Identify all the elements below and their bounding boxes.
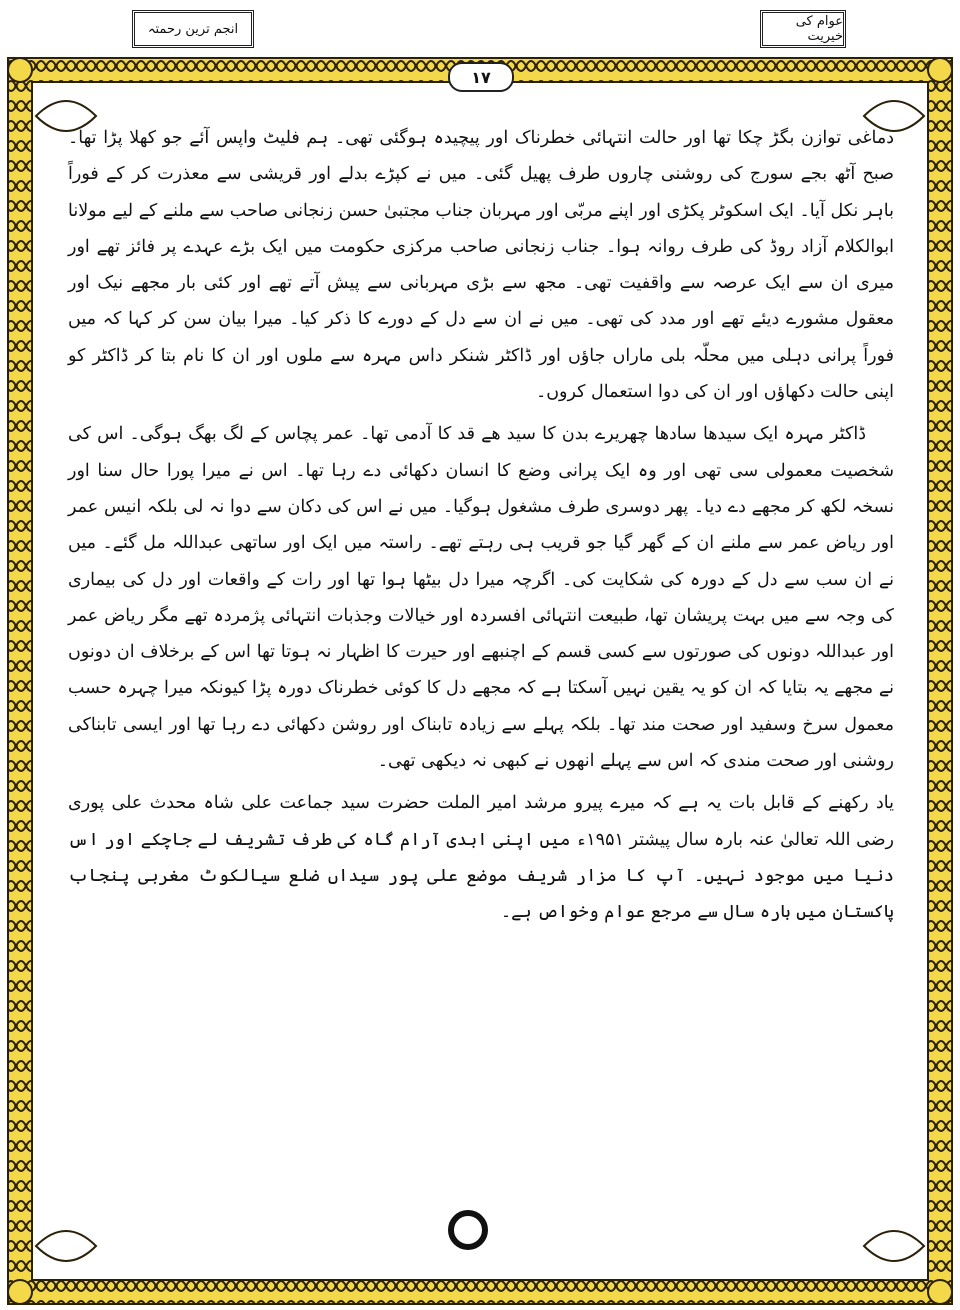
end-ring-mark xyxy=(442,1204,494,1256)
paragraph-2: ڈاکٹر مہرہ ایک سیدھا سادھا چھریرے بدن کا سید ھے قد کا آدمی تھا۔ عمر پچاس کے لگ بھگ ہوگی۔ اس کی شخصیت معمولی سی تھی اور وہ ایک پرانی وضع کا انسان دکھائی دے رہا تھا۔ اس نے میرا پورا حال سنا اور نسخہ لکھ کر مجھے دے دیا۔ پھر دوسری طرف مشغول ہوگیا۔ میں نے اس کی دکان سے دوا نہ لی بلکہ انیس عمر اور ریاض عمر سے ملنے ان کے گھر گیا جو قریب ہی رہتے تھے۔ راستہ میں ایک اور ساتھی عبداللہ مل گئے۔ میں نے ان سب سے دل کے دورہ کی شکایت کی۔ اگرچہ میرا دل بیٹھا ہوا تھا اور رات کے واقعات اور دل کی بیماری کی وجہ سے میں بہت پریشان تھا، طبیعت انتہائی افسردہ اور خیالات وجذبات انتہائی پژمردہ تھے مگر ریاض عمر اور عبداللہ دونوں کی صورتوں سے کسی قسم کے اچنبھے اور حیرت کا اظہار نہ ہوتا تھا اس کے برخلاف ان دونوں نے مجھے یہ بتایا کہ ان کو یہ یقین نہیں آسکتا ہے کہ مجھے دل کا کوئی خطرناک دورہ پڑا کیونکہ میرا چہرہ حسب معمول سرخ وسفید اور صحت مند تھا۔ بلکہ پہلے سے زیادہ تابناک اور روشن دکھائی دے رہا تھا اور ایسی تابناکی روشنی اور صحت مندی کہ اس سے پہلے انھوں نے کبھی نہ دیکھی تھی۔ xyxy=(68,424,894,772)
header-left-box xyxy=(132,10,254,48)
paragraph-1: دماغی توازن بگڑ چکا تھا اور حالت انتہائی خطرناک اور پیچیدہ ہوگئی تھی۔ ہم فلیٹ واپس آئے جو کھلا پڑا تھا۔ صبح آٹھ بجے سورج کی روشنی چاروں طرف پھیل گئی۔ میں نے کپڑے بدلے اور قریشی سے معذرت کر کے فوراً باہر نکل آیا۔ ایک اسکوٹر پکڑی اور اپنے مربّی اور مہربان جناب مجتبیٰ حسن زنجانی صاحب سے ملنے کے لیے مولانا ابوالکلام آزاد روڈ کی طرف روانہ ہوا۔ جناب زنجانی صاحب مرکزی حکومت میں ایک بڑے عہدے پر فائز تھے اور میری ان سے ایک عرصہ سے واقفیت تھی۔ مجھ سے بڑی مہربانی سے پیش آتے تھے اور کئی بار مجھے نیک اور معقول مشورے دیئے تھے اور مدد کی تھی۔ میں نے ان سے دل کے دورے کا ذکر کیا۔ میرا بیان سن کر کہا کہ میں فوراً پرانی دہلی میں محلّہ بلی ماراں جاؤں اور ڈاکٹر شنکر داس مہرہ سے ملوں اور ان کا نام بتا کر ڈاکٹر کو اپنی حالت دکھاؤں اور ان کی دوا استعمال کروں۔ xyxy=(68,128,894,403)
paragraph-3: یاد رکھنے کے قابل بات یہ ہے کہ میرے پیرو مرشد امیر الملت حضرت سید جماعت علی شاہ محدث علی پوری رضی اللہ تعالیٰ عنہ بارہ سال پیشتر ۱۹۵۱ء میں اپنی ابدی آرام گاہ کی طرف تشریف لے جاچکے اور اس دنیا میں موجود نہیں۔ آپ کا مزار شریف موضع علی پور سیداں ضلع سیالکوٹ مغربی پنجاب پاکستان میں بارہ سال سے مرجع عوام وخواص ہے۔ xyxy=(68,793,894,923)
header-right-text: عوام کی خیریت xyxy=(795,14,843,44)
page-number-text: ۱۷ xyxy=(471,67,491,87)
header-left-text: انجم ترین رحمتہ xyxy=(147,21,239,37)
body-text xyxy=(68,120,894,937)
page-number xyxy=(448,62,514,92)
header-right-box xyxy=(760,10,846,48)
